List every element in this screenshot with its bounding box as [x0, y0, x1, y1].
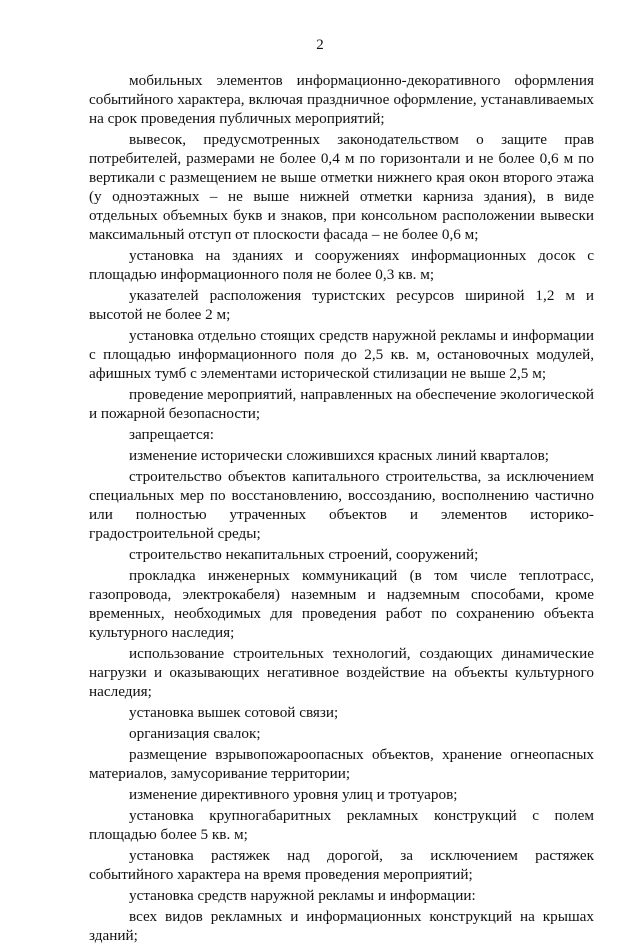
paragraph: организация свалок;: [129, 725, 261, 742]
paragraph: строительство объектов капитального строительства, за исключением специальных мер по восстановлению, воссозданию, восполнению частично или полностью утраченных объектов и элементов историко-градостроительной среды;: [89, 468, 594, 542]
paragraph: установка отдельно стоящих средств наружной рекламы и информации с площадью информационного поля до 2,5 кв. м, остановочных модулей, афишных тумб с элементами исторической стилизации не выше 2,5 м;: [89, 327, 594, 382]
page-number: 2: [316, 37, 324, 53]
paragraph: строительство некапитальных строений, сооружений;: [129, 546, 479, 563]
paragraph: вывесок, предусмотренных законодательством о защите прав потребителей, размерами не более 0,4 м по горизонтали и не более 0,6 м по вертикали с размещением не выше отметки нижнего края окон второго этажа (у одноэтажных – не выше нижней отметки карниза здания), в виде отдельных объемных букв и знаков, при консольном расположении вывески максимальный отступ от плоскости фасада – не более 0,6 м;: [89, 131, 594, 243]
paragraph: изменение исторически сложившихся красных линий кварталов;: [129, 447, 549, 464]
paragraph: установка на зданиях и сооружениях информационных досок с площадью информационного поля не более 0,3 кв. м;: [89, 247, 594, 283]
paragraph: установка вышек сотовой связи;: [129, 704, 339, 721]
paragraph: запрещается:: [129, 426, 214, 443]
paragraph: установка растяжек над дорогой, за исключением растяжек событийного характера на время проведения мероприятий;: [89, 847, 594, 883]
paragraph: установка крупногабаритных рекламных конструкций с полем площадью более 5 кв. м;: [89, 807, 594, 843]
paragraph: использование строительных технологий, создающих динамические нагрузки и оказывающих негативное воздействие на объекты культурного наследия;: [89, 645, 594, 700]
paragraph: размещение взрывопожароопасных объектов, хранение огнеопасных материалов, замусоривание территории;: [89, 746, 594, 782]
paragraph: всех видов рекламных и информационных конструкций на крышах зданий;: [89, 908, 594, 944]
document-body: [89, 71, 594, 947]
paragraph: мобильных элементов информационно-декоративного оформления событийного характера, включая праздничное оформление, устанавливаемых на срок проведения публичных мероприятий;: [89, 72, 594, 127]
paragraph: прокладка инженерных коммуникаций (в том числе теплотрасс, газопровода, электрокабеля) наземным и надземным способами, кроме временных, необходимых для проведения работ по сохранению объекта культурного наследия;: [89, 567, 594, 641]
paragraph: проведение мероприятий, направленных на обеспечение экологической и пожарной безопасности;: [89, 386, 594, 422]
paragraph: указателей расположения туристских ресурсов шириной 1,2 м и высотой не более 2 м;: [89, 287, 594, 323]
paragraph: изменение директивного уровня улиц и тротуаров;: [129, 786, 458, 803]
paragraph: установка средств наружной рекламы и информации:: [129, 887, 476, 904]
